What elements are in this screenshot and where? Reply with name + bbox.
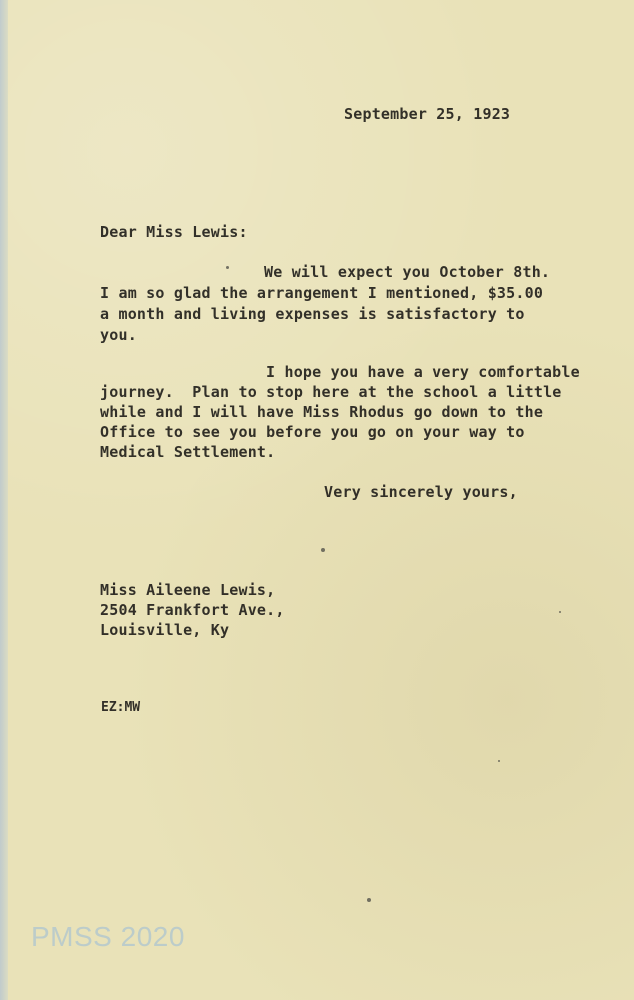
address-line: Miss Aileene Lewis, <box>100 581 276 599</box>
paper-speck <box>498 760 500 762</box>
paper-left-edge <box>0 0 8 1000</box>
salutation: Dear Miss Lewis: <box>100 223 248 241</box>
paragraph-1-line: you. <box>100 326 137 344</box>
closing: Very sincerely yours, <box>324 483 518 501</box>
paragraph-1-line: We will expect you October 8th. <box>264 263 551 281</box>
paragraph-1-line: I am so glad the arrangement I mentioned, $35.00 <box>100 284 544 302</box>
paragraph-2-line: Medical Settlement. <box>100 443 276 461</box>
paragraph-2-line: Office to see you before you go on your way to <box>100 423 525 441</box>
paragraph-1-line: a month and living expenses is satisfactory to <box>100 305 525 323</box>
paper-speck <box>321 548 325 552</box>
paragraph-2-line: while and I will have Miss Rhodus go down to the <box>100 403 544 421</box>
address-line: Louisville, Ky <box>100 621 230 639</box>
paper-speck <box>559 611 561 613</box>
letter-date: September 25, 1923 <box>344 105 511 123</box>
typist-initials: EZ:MW <box>101 700 141 715</box>
address-line: 2504 Frankfort Ave., <box>100 601 285 619</box>
paper-speck <box>226 266 229 269</box>
paragraph-2-line: I hope you have a very comfortable <box>266 363 580 381</box>
paragraph-2-line: journey. Plan to stop here at the school a little <box>100 383 562 401</box>
paper-speck <box>367 898 371 902</box>
archive-watermark: PMSS 2020 <box>31 921 185 952</box>
